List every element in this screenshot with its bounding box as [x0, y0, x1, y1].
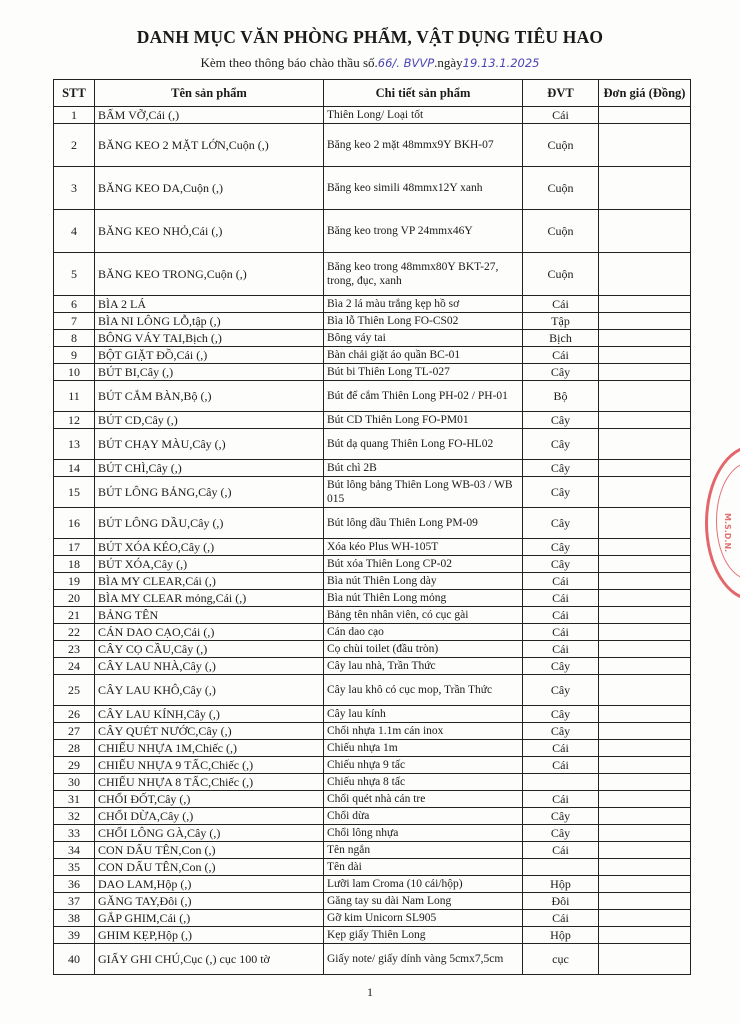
header-detail: Chi tiết sản phẩm [324, 80, 523, 107]
cell-detail: Cán dao cạo [324, 624, 523, 641]
cell-unit: Cái [523, 641, 599, 658]
cell-price [599, 296, 691, 313]
cell-name: BÌA NI LÔNG LỖ,tập (,) [95, 313, 324, 330]
table-row [54, 539, 691, 556]
cell-detail: Bút lông bảng Thiên Long WB-03 / WB 015 [324, 477, 523, 508]
subtitle-prefix: Kèm theo thông báo chào thầu số. [200, 55, 378, 70]
cell-stt: 3 [54, 167, 95, 210]
table-row [54, 607, 691, 624]
cell-stt: 21 [54, 607, 95, 624]
cell-stt: 37 [54, 893, 95, 910]
table-body [54, 107, 691, 975]
document-title: DANH MỤC VĂN PHÒNG PHẨM, VẬT DỤNG TIÊU HAO [136, 27, 604, 47]
cell-price [599, 723, 691, 740]
table-row [54, 825, 691, 842]
table-row [54, 757, 691, 774]
cell-unit: Cây [523, 460, 599, 477]
cell-price [599, 539, 691, 556]
cell-price [599, 624, 691, 641]
cell-detail: Lưỡi lam Croma (10 cái/hộp) [324, 876, 523, 893]
cell-stt: 11 [54, 381, 95, 412]
cell-unit: Cái [523, 347, 599, 364]
cell-unit: cục [523, 944, 599, 975]
stamp-text: M.S.D.N. [723, 513, 732, 553]
cell-unit: Cái [523, 757, 599, 774]
cell-unit [523, 859, 599, 876]
cell-unit: Cái [523, 740, 599, 757]
cell-detail: Bìa nút Thiên Long dày [324, 573, 523, 590]
table-row [54, 460, 691, 477]
cell-detail: Thiên Long/ Loại tốt [324, 107, 523, 124]
header-unit: ĐVT [523, 80, 599, 107]
cell-name: BÚT CHẠY MÀU,Cây (,) [95, 429, 324, 460]
cell-unit: Cái [523, 791, 599, 808]
table-row [54, 624, 691, 641]
cell-stt: 2 [54, 124, 95, 167]
cell-unit: Cái [523, 296, 599, 313]
cell-detail: Cọ chùi toilet (đầu tròn) [324, 641, 523, 658]
table-row [54, 859, 691, 876]
cell-detail: Bút để cắm Thiên Long PH-02 / PH-01 [324, 381, 523, 412]
table-row [54, 364, 691, 381]
cell-price [599, 740, 691, 757]
table-row [54, 706, 691, 723]
cell-detail: Gỡ kim Unicorn SL905 [324, 910, 523, 927]
cell-unit [523, 774, 599, 791]
cell-price [599, 124, 691, 167]
cell-price [599, 910, 691, 927]
cell-price [599, 825, 691, 842]
header-name: Tên sản phẩm [95, 80, 324, 107]
cell-stt: 7 [54, 313, 95, 330]
cell-price [599, 842, 691, 859]
cell-unit: Cây [523, 658, 599, 675]
cell-price [599, 253, 691, 296]
cell-price [599, 347, 691, 364]
table-row [54, 808, 691, 825]
cell-stt: 27 [54, 723, 95, 740]
cell-name: BĂNG KEO DA,Cuộn (,) [95, 167, 324, 210]
cell-unit: Cuộn [523, 167, 599, 210]
cell-name: BÚT CD,Cây (,) [95, 412, 324, 429]
cell-price [599, 412, 691, 429]
cell-name: BÔNG VÁY TAI,Bịch (,) [95, 330, 324, 347]
cell-price [599, 508, 691, 539]
cell-name: BẢNG TÊN [95, 607, 324, 624]
cell-name: CÁN DAO CẠO,Cái (,) [95, 624, 324, 641]
table-row [54, 740, 691, 757]
cell-name: BÚT BI,Cây (,) [95, 364, 324, 381]
cell-stt: 17 [54, 539, 95, 556]
cell-price [599, 876, 691, 893]
cell-name: CÂY CỌ CẦU,Cây (,) [95, 641, 324, 658]
cell-detail: Băng keo trong 48mmx80Y BKT-27, trong, đục, xanh [324, 253, 523, 296]
cell-price [599, 791, 691, 808]
cell-unit: Cây [523, 477, 599, 508]
cell-detail: Cây lau kính [324, 706, 523, 723]
cell-stt: 31 [54, 791, 95, 808]
table-row [54, 590, 691, 607]
cell-detail: Chổi quét nhà cán tre [324, 791, 523, 808]
cell-stt: 26 [54, 706, 95, 723]
table-row [54, 313, 691, 330]
cell-name: BÚT XÓA KÉO,Cây (,) [95, 539, 324, 556]
cell-price [599, 460, 691, 477]
cell-stt: 19 [54, 573, 95, 590]
cell-stt: 18 [54, 556, 95, 573]
cell-stt: 6 [54, 296, 95, 313]
cell-detail: Bông váy tai [324, 330, 523, 347]
cell-detail: Chổi lông nhựa [324, 825, 523, 842]
table-row [54, 641, 691, 658]
cell-price [599, 927, 691, 944]
cell-name: CHIẾU NHỰA 9 TẤC,Chiếc (,) [95, 757, 324, 774]
cell-detail: Chiếu nhựa 1m [324, 740, 523, 757]
table-row [54, 723, 691, 740]
cell-detail: Băng keo 2 mặt 48mmx9Y BKH-07 [324, 124, 523, 167]
cell-name: BẤM VỠ,Cái (,) [95, 107, 324, 124]
cell-unit: Bộ [523, 381, 599, 412]
cell-stt: 32 [54, 808, 95, 825]
cell-stt: 16 [54, 508, 95, 539]
cell-detail: Chổi nhựa 1.1m cán inox [324, 723, 523, 740]
cell-stt: 14 [54, 460, 95, 477]
cell-stt: 10 [54, 364, 95, 381]
cell-name: CON DẤU TÊN,Con (,) [95, 842, 324, 859]
cell-stt: 22 [54, 624, 95, 641]
cell-name: CÂY LAU KHÔ,Cây (,) [95, 675, 324, 706]
cell-price [599, 658, 691, 675]
cell-price [599, 364, 691, 381]
cell-unit: Cây [523, 429, 599, 460]
cell-name: BĂNG KEO 2 MẶT LỚN,Cuộn (,) [95, 124, 324, 167]
cell-stt: 34 [54, 842, 95, 859]
header-price: Đơn giá (Đồng) [599, 80, 691, 107]
cell-stt: 15 [54, 477, 95, 508]
table-row [54, 876, 691, 893]
cell-unit: Cây [523, 706, 599, 723]
cell-unit: Đôi [523, 893, 599, 910]
cell-price [599, 706, 691, 723]
cell-detail: Bút dạ quang Thiên Long FO-HL02 [324, 429, 523, 460]
notice-number: 66/. BVVP [377, 56, 435, 70]
notice-date: 19.13.1.2025 [462, 56, 540, 70]
cell-detail: Bút CD Thiên Long FO-PM01 [324, 412, 523, 429]
cell-name: DAO LAM,Hộp (,) [95, 876, 324, 893]
cell-name: CHIẾU NHỰA 8 TẤC,Chiếc (,) [95, 774, 324, 791]
cell-unit: Tập [523, 313, 599, 330]
table-row [54, 167, 691, 210]
cell-detail: Bàn chải giặt áo quần BC-01 [324, 347, 523, 364]
table-row [54, 944, 691, 975]
cell-unit: Cây [523, 508, 599, 539]
cell-unit: Cái [523, 107, 599, 124]
cell-stt: 12 [54, 412, 95, 429]
document-subtitle [0, 55, 740, 71]
subtitle-middle: .ngày [434, 55, 463, 70]
cell-unit: Cái [523, 842, 599, 859]
cell-detail: Bìa 2 lá màu trắng kẹp hồ sơ [324, 296, 523, 313]
table-row [54, 675, 691, 706]
cell-name: BỘT GIẶT ĐỒ,Cái (,) [95, 347, 324, 364]
cell-price [599, 210, 691, 253]
table-row [54, 347, 691, 364]
cell-detail: Băng keo simili 48mmx12Y xanh [324, 167, 523, 210]
cell-stt: 28 [54, 740, 95, 757]
cell-name: CHỔI LÔNG GÀ,Cây (,) [95, 825, 324, 842]
cell-unit: Cuộn [523, 253, 599, 296]
product-table [53, 79, 691, 975]
table-row [54, 210, 691, 253]
cell-detail: Bút xóa Thiên Long CP-02 [324, 556, 523, 573]
cell-price [599, 429, 691, 460]
cell-name: BÚT XÓA,Cây (,) [95, 556, 324, 573]
table-row [54, 774, 691, 791]
cell-detail: Cây lau khô có cục mop, Trần Thức [324, 675, 523, 706]
cell-name: CÂY QUÉT NƯỚC,Cây (,) [95, 723, 324, 740]
cell-stt: 20 [54, 590, 95, 607]
cell-price [599, 757, 691, 774]
cell-name: BÌA 2 LÁ [95, 296, 324, 313]
cell-name: CHỔI ĐỐT,Cây (,) [95, 791, 324, 808]
cell-detail: Kẹp giấy Thiên Long [324, 927, 523, 944]
cell-stt: 9 [54, 347, 95, 364]
cell-price [599, 607, 691, 624]
cell-name: GẮP GHIM,Cái (,) [95, 910, 324, 927]
table-row [54, 429, 691, 460]
table-row [54, 658, 691, 675]
cell-name: CON DẤU TÊN,Con (,) [95, 859, 324, 876]
cell-stt: 35 [54, 859, 95, 876]
cell-stt: 38 [54, 910, 95, 927]
cell-price [599, 107, 691, 124]
cell-unit: Cây [523, 539, 599, 556]
cell-unit: Hộp [523, 927, 599, 944]
cell-detail: Chổi dừa [324, 808, 523, 825]
cell-price [599, 330, 691, 347]
cell-price [599, 641, 691, 658]
cell-price [599, 556, 691, 573]
cell-stt: 30 [54, 774, 95, 791]
cell-price [599, 944, 691, 975]
cell-detail: Bảng tên nhân viên, có cục gài [324, 607, 523, 624]
cell-stt: 36 [54, 876, 95, 893]
cell-detail: Xóa kéo Plus WH-105T [324, 539, 523, 556]
table-header-row [54, 80, 691, 107]
table-row [54, 791, 691, 808]
table-row [54, 573, 691, 590]
table-row [54, 330, 691, 347]
cell-unit: Cuộn [523, 210, 599, 253]
table-row [54, 381, 691, 412]
table-row [54, 508, 691, 539]
cell-unit: Cây [523, 675, 599, 706]
cell-detail: Cây lau nhà, Trần Thức [324, 658, 523, 675]
cell-price [599, 675, 691, 706]
cell-name: BÌA MY CLEAR mỏng,Cái (,) [95, 590, 324, 607]
cell-name: CHIẾU NHỰA 1M,Chiếc (,) [95, 740, 324, 757]
table-row [54, 893, 691, 910]
cell-detail: Bìa nút Thiên Long mỏng [324, 590, 523, 607]
table-row [54, 412, 691, 429]
cell-detail: Tên dài [324, 859, 523, 876]
header-stt: STT [54, 80, 95, 107]
cell-unit: Cái [523, 573, 599, 590]
cell-stt: 33 [54, 825, 95, 842]
cell-unit: Hộp [523, 876, 599, 893]
cell-name: BÚT CẮM BÀN,Bộ (,) [95, 381, 324, 412]
table-row [54, 107, 691, 124]
table-row [54, 253, 691, 296]
cell-detail: Bút lông dầu Thiên Long PM-09 [324, 508, 523, 539]
cell-stt: 8 [54, 330, 95, 347]
table-row [54, 910, 691, 927]
cell-unit: Bịch [523, 330, 599, 347]
cell-stt: 5 [54, 253, 95, 296]
cell-stt: 4 [54, 210, 95, 253]
cell-stt: 1 [54, 107, 95, 124]
cell-stt: 40 [54, 944, 95, 975]
cell-detail: Chiếu nhựa 8 tấc [324, 774, 523, 791]
cell-name: BÌA MY CLEAR,Cái (,) [95, 573, 324, 590]
cell-name: CHỔI DỪA,Cây (,) [95, 808, 324, 825]
cell-detail: Tên ngắn [324, 842, 523, 859]
cell-stt: 29 [54, 757, 95, 774]
cell-unit: Cái [523, 910, 599, 927]
cell-detail: Băng keo trong VP 24mmx46Y [324, 210, 523, 253]
cell-price [599, 381, 691, 412]
cell-stt: 39 [54, 927, 95, 944]
cell-stt: 13 [54, 429, 95, 460]
page-number: 1 [367, 985, 373, 999]
cell-name: CÂY LAU NHÀ,Cây (,) [95, 658, 324, 675]
table-row [54, 556, 691, 573]
cell-price [599, 590, 691, 607]
cell-detail: Chiếu nhựa 9 tấc [324, 757, 523, 774]
table-row [54, 842, 691, 859]
cell-unit: Cái [523, 624, 599, 641]
cell-unit: Cây [523, 825, 599, 842]
cell-unit: Cây [523, 412, 599, 429]
cell-detail: Bìa lỗ Thiên Long FO-CS02 [324, 313, 523, 330]
cell-unit: Cây [523, 808, 599, 825]
cell-price [599, 893, 691, 910]
table-row [54, 296, 691, 313]
cell-unit: Cây [523, 556, 599, 573]
table-row [54, 927, 691, 944]
cell-detail: Bút bi Thiên Long TL-027 [324, 364, 523, 381]
cell-name: BĂNG KEO TRONG,Cuộn (,) [95, 253, 324, 296]
cell-unit: Cái [523, 607, 599, 624]
cell-price [599, 573, 691, 590]
cell-stt: 24 [54, 658, 95, 675]
cell-name: GĂNG TAY,Đôi (,) [95, 893, 324, 910]
cell-detail: Bút chì 2B [324, 460, 523, 477]
cell-detail: Giấy note/ giấy dính vàng 5cmx7,5cm [324, 944, 523, 975]
cell-unit: Cuộn [523, 124, 599, 167]
cell-name: GIẤY GHI CHÚ,Cục (,) cục 100 tờ [95, 944, 324, 975]
cell-unit: Cái [523, 590, 599, 607]
cell-price [599, 774, 691, 791]
cell-price [599, 859, 691, 876]
cell-unit: Cây [523, 364, 599, 381]
cell-name: BÚT LÔNG DẦU,Cây (,) [95, 508, 324, 539]
cell-price [599, 808, 691, 825]
cell-price [599, 313, 691, 330]
cell-unit: Cây [523, 723, 599, 740]
cell-detail: Găng tay su dài Nam Long [324, 893, 523, 910]
cell-price [599, 167, 691, 210]
cell-name: BÚT LÔNG BẢNG,Cây (,) [95, 477, 324, 508]
cell-stt: 25 [54, 675, 95, 706]
cell-name: BĂNG KEO NHỎ,Cái (,) [95, 210, 324, 253]
cell-name: GHIM KẸP,Hộp (,) [95, 927, 324, 944]
cell-name: CÂY LAU KÍNH,Cây (,) [95, 706, 324, 723]
cell-price [599, 477, 691, 508]
cell-name: BÚT CHÌ,Cây (,) [95, 460, 324, 477]
table-row [54, 124, 691, 167]
table-row [54, 477, 691, 508]
cell-stt: 23 [54, 641, 95, 658]
